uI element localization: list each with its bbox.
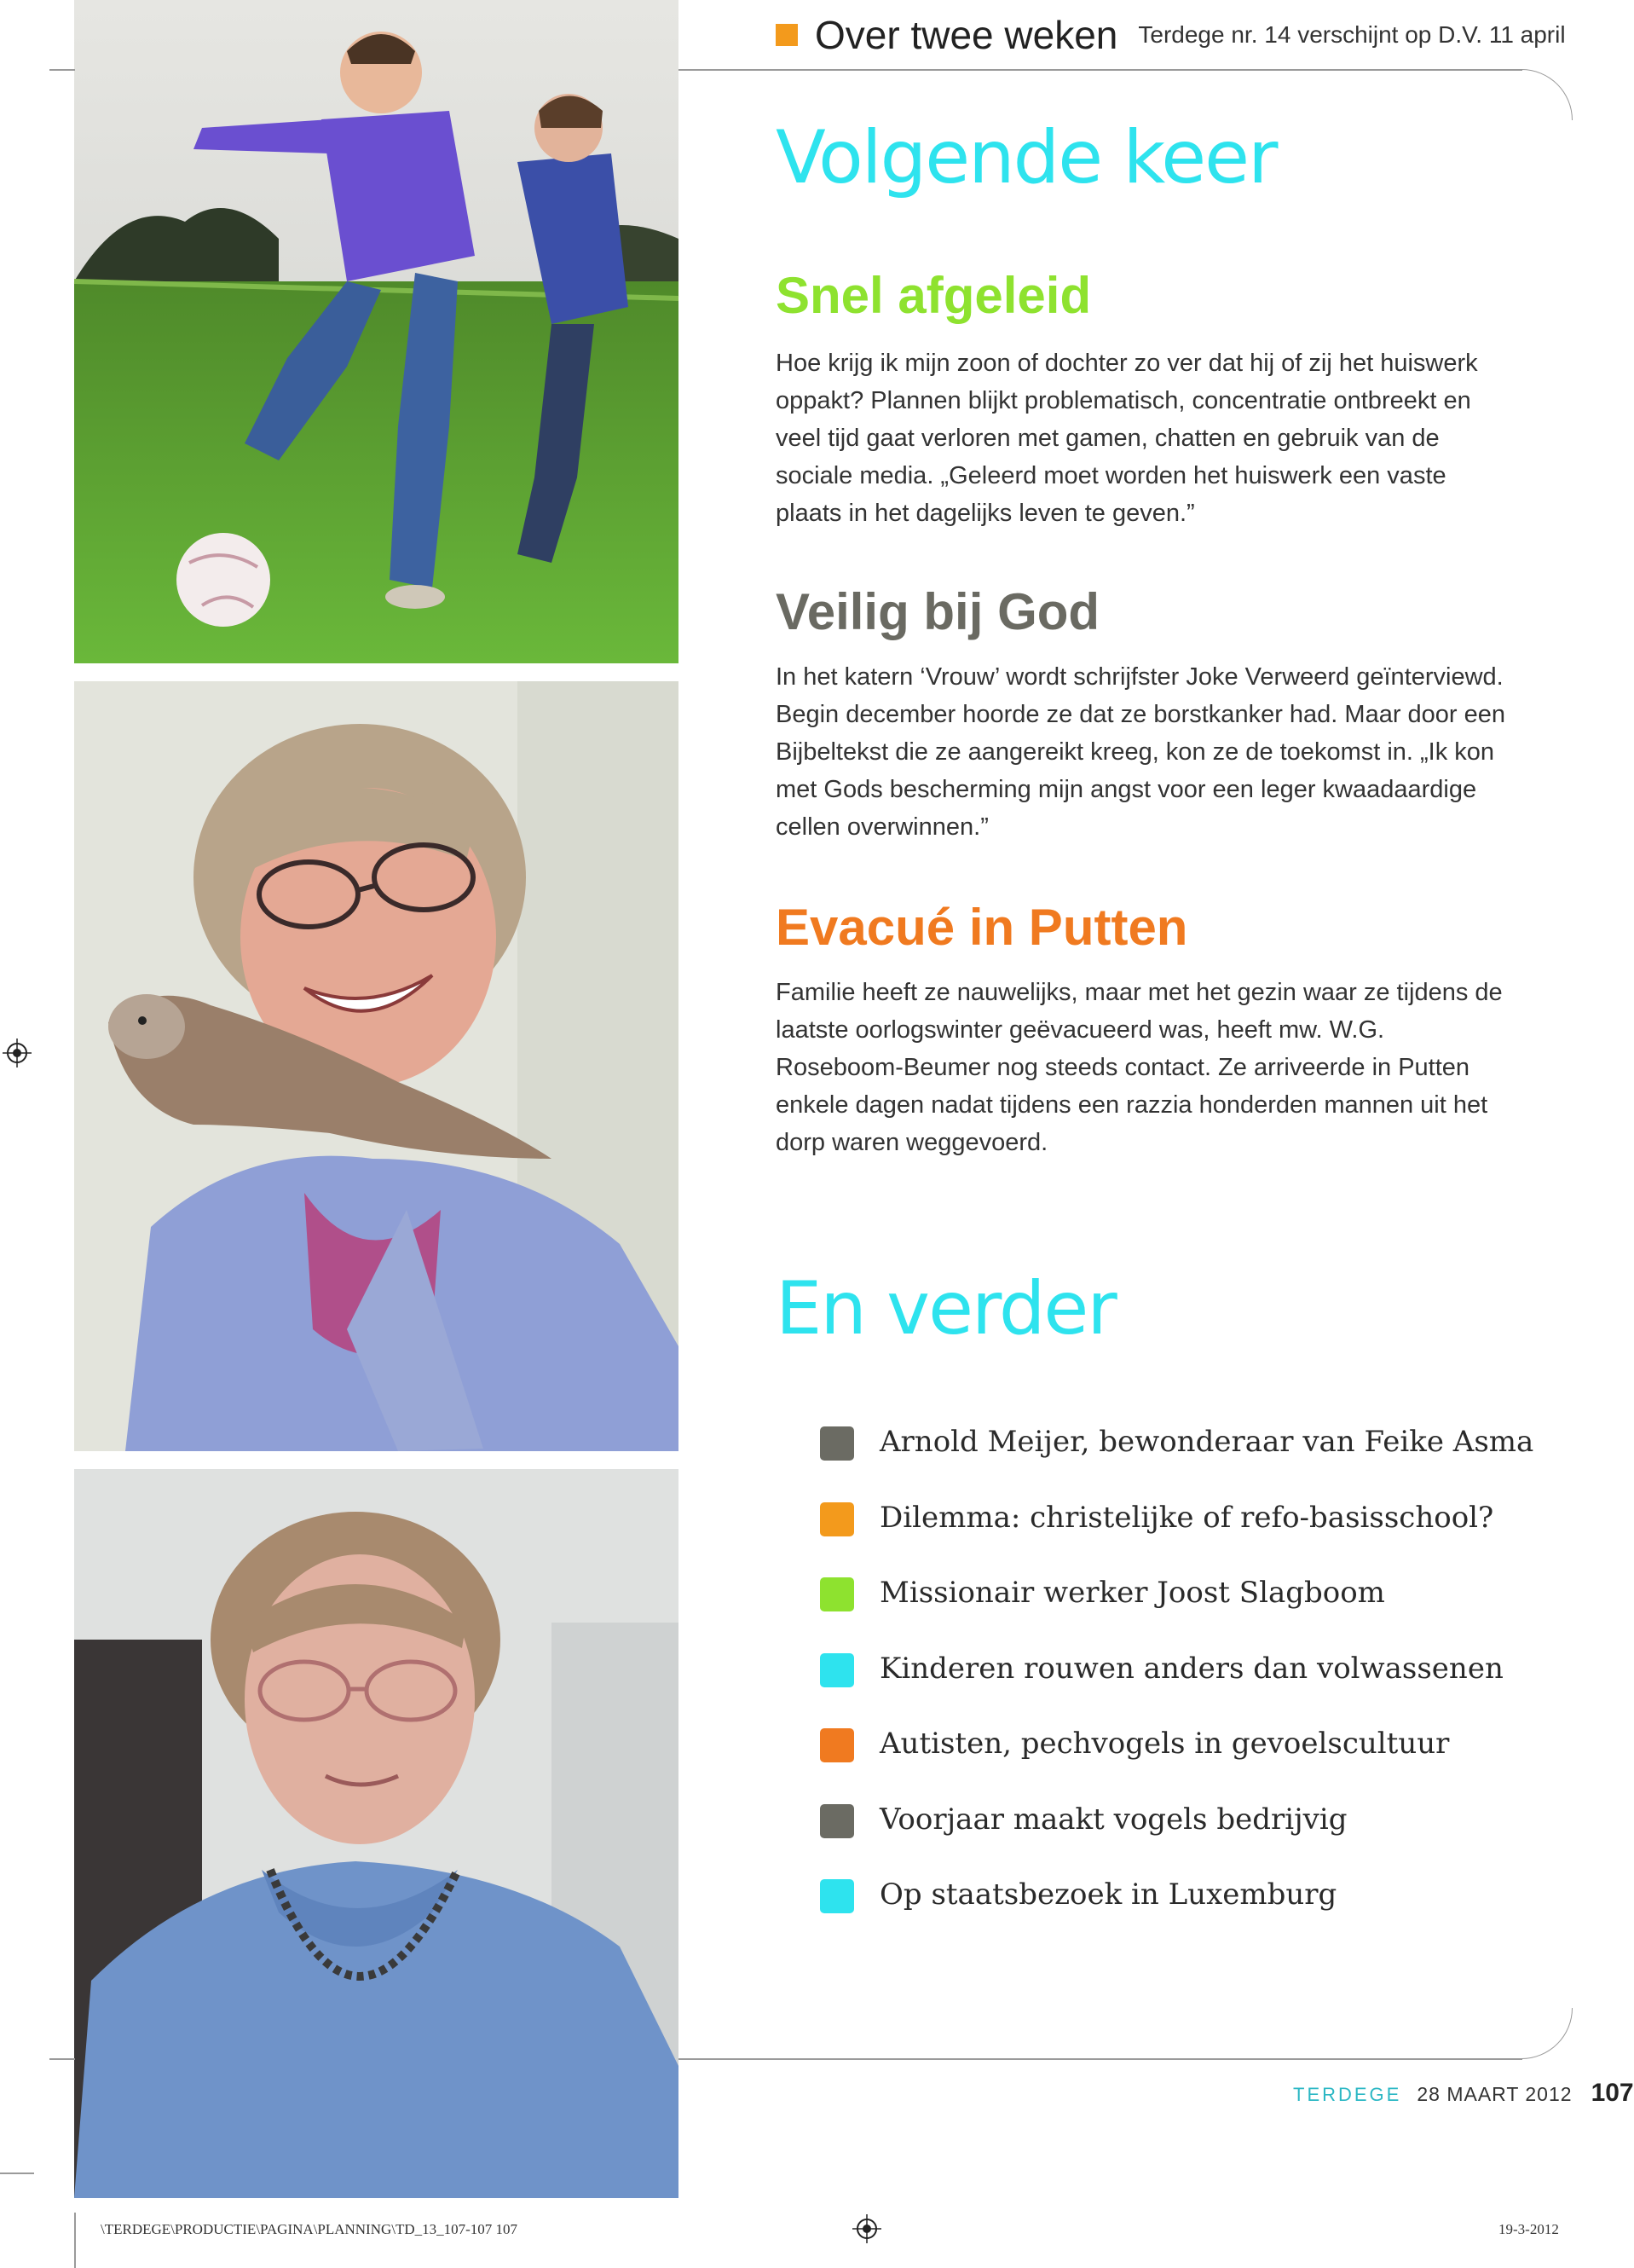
list-item — [820, 1875, 1533, 1951]
square-bullet — [820, 1426, 854, 1461]
list-item — [820, 1800, 1533, 1876]
photo-elderly-woman — [74, 1469, 678, 2198]
list-item-text: Kinderen rouwen anders dan volwassenen — [880, 1651, 1504, 1686]
bottom-right-corner — [1521, 2008, 1573, 2059]
list-item-text: Autisten, pechvogels in gevoelscultuur — [880, 1727, 1450, 1761]
article-body-veilig-bij-god: In het katern ‘Vrouw’ wordt schrijfster Joke Verweerd geïnterviewd. Begin december hoorde ze dat ze borstkanker had. Maar door een Bijbeltekst die ze aangereikt kreeg, kon ze de toekomst in. „Ik kon met Gods bescherming mijn angst voor een leger kwaadaardige cellen overwinnen.” — [776, 663, 1506, 841]
list-item-text: Op staatsbezoek in Luxemburg — [880, 1877, 1337, 1912]
list-item — [820, 1724, 1533, 1800]
top-right-corner — [1521, 69, 1573, 120]
trim-mark-bottom — [74, 2213, 76, 2268]
bottom-rule — [678, 2058, 1522, 2060]
print-slug-path: \TERDEGE\PRODUCTIE\PAGINA\PLANNING\TD_13_107-107 107 — [101, 2221, 518, 2237]
photo-boys-playing-football — [74, 0, 678, 663]
article-heading-evacue-in-putten: Evacué in Putten — [776, 899, 1188, 956]
article-heading-veilig-bij-god: Veilig bij God — [776, 583, 1100, 640]
registration-mark-icon — [852, 2214, 881, 2243]
top-rule-left — [49, 69, 75, 71]
article-body-snel-afgeleid: Hoe krijg ik mijn zoon of dochter zo ver dat hij of zij het huiswerk oppakt? Plannen blijkt problematisch, concentratie ontbreekt en veel tijd gaat verloren met gamen, chatten en gebruik van de sociale media. „Geleerd moet worden het huiswerk een vaste plaats in het dagelijks leven te geven.” — [776, 350, 1478, 527]
list-item-text: Voorjaar maakt vogels bedrijvig — [880, 1802, 1348, 1837]
print-slug-date: 19-3-2012 — [1498, 2221, 1559, 2237]
square-bullet — [820, 1653, 854, 1687]
square-bullet — [820, 1728, 854, 1762]
en-verder-list — [820, 1422, 1533, 1951]
list-item-text: Missionair werker Joost Slagboom — [880, 1576, 1385, 1610]
magazine-name: TERDEGE — [1293, 2084, 1402, 2105]
square-bullet — [820, 1577, 854, 1611]
list-item-text: Dilemma: christelijke of refo-basisschool? — [880, 1500, 1494, 1535]
section-title-volgende-keer: Volgende keer — [776, 115, 1277, 200]
trim-mark-left — [0, 2173, 34, 2174]
square-bullet — [820, 1502, 854, 1536]
list-item — [820, 1422, 1533, 1498]
list-item — [820, 1498, 1533, 1574]
photo-woman-with-dove — [74, 681, 678, 1451]
page-number: 107 — [1591, 2079, 1634, 2107]
square-bullet — [820, 1879, 854, 1913]
page-footer — [1293, 2079, 1634, 2108]
top-rule — [678, 69, 1522, 71]
banner-subtitle: Terdege nr. 14 verschijnt op D.V. 11 april — [1138, 21, 1566, 48]
section-title-en-verder: En verder — [776, 1266, 1116, 1351]
list-item — [820, 1573, 1533, 1649]
square-bullet — [820, 1804, 854, 1838]
list-item — [820, 1649, 1533, 1725]
article-heading-snel-afgeleid: Snel afgeleid — [776, 267, 1092, 324]
issue-date: 28 MAART 2012 — [1417, 2083, 1573, 2105]
article-body-evacue-in-putten: Familie heeft ze nauwelijks, maar met het gezin waar ze tijdens de laatste oorlogswinter geëvacueerd was, heeft mw. W.G. Roseboom-Beumer nog steeds contact. Ze arriveerde in Putten enkele dagen nadat tijdens een razzia honderden mannen uit het dorp waren weggevoerd. — [776, 979, 1503, 1156]
registration-mark-icon — [3, 1039, 32, 1067]
bottom-rule-left — [49, 2058, 75, 2060]
orange-bullet — [776, 24, 798, 46]
banner-title: Over twee weken — [815, 13, 1118, 57]
list-item-text: Arnold Meijer, bewonderaar van Feike Asma — [880, 1425, 1534, 1459]
issue-banner — [776, 12, 1566, 58]
